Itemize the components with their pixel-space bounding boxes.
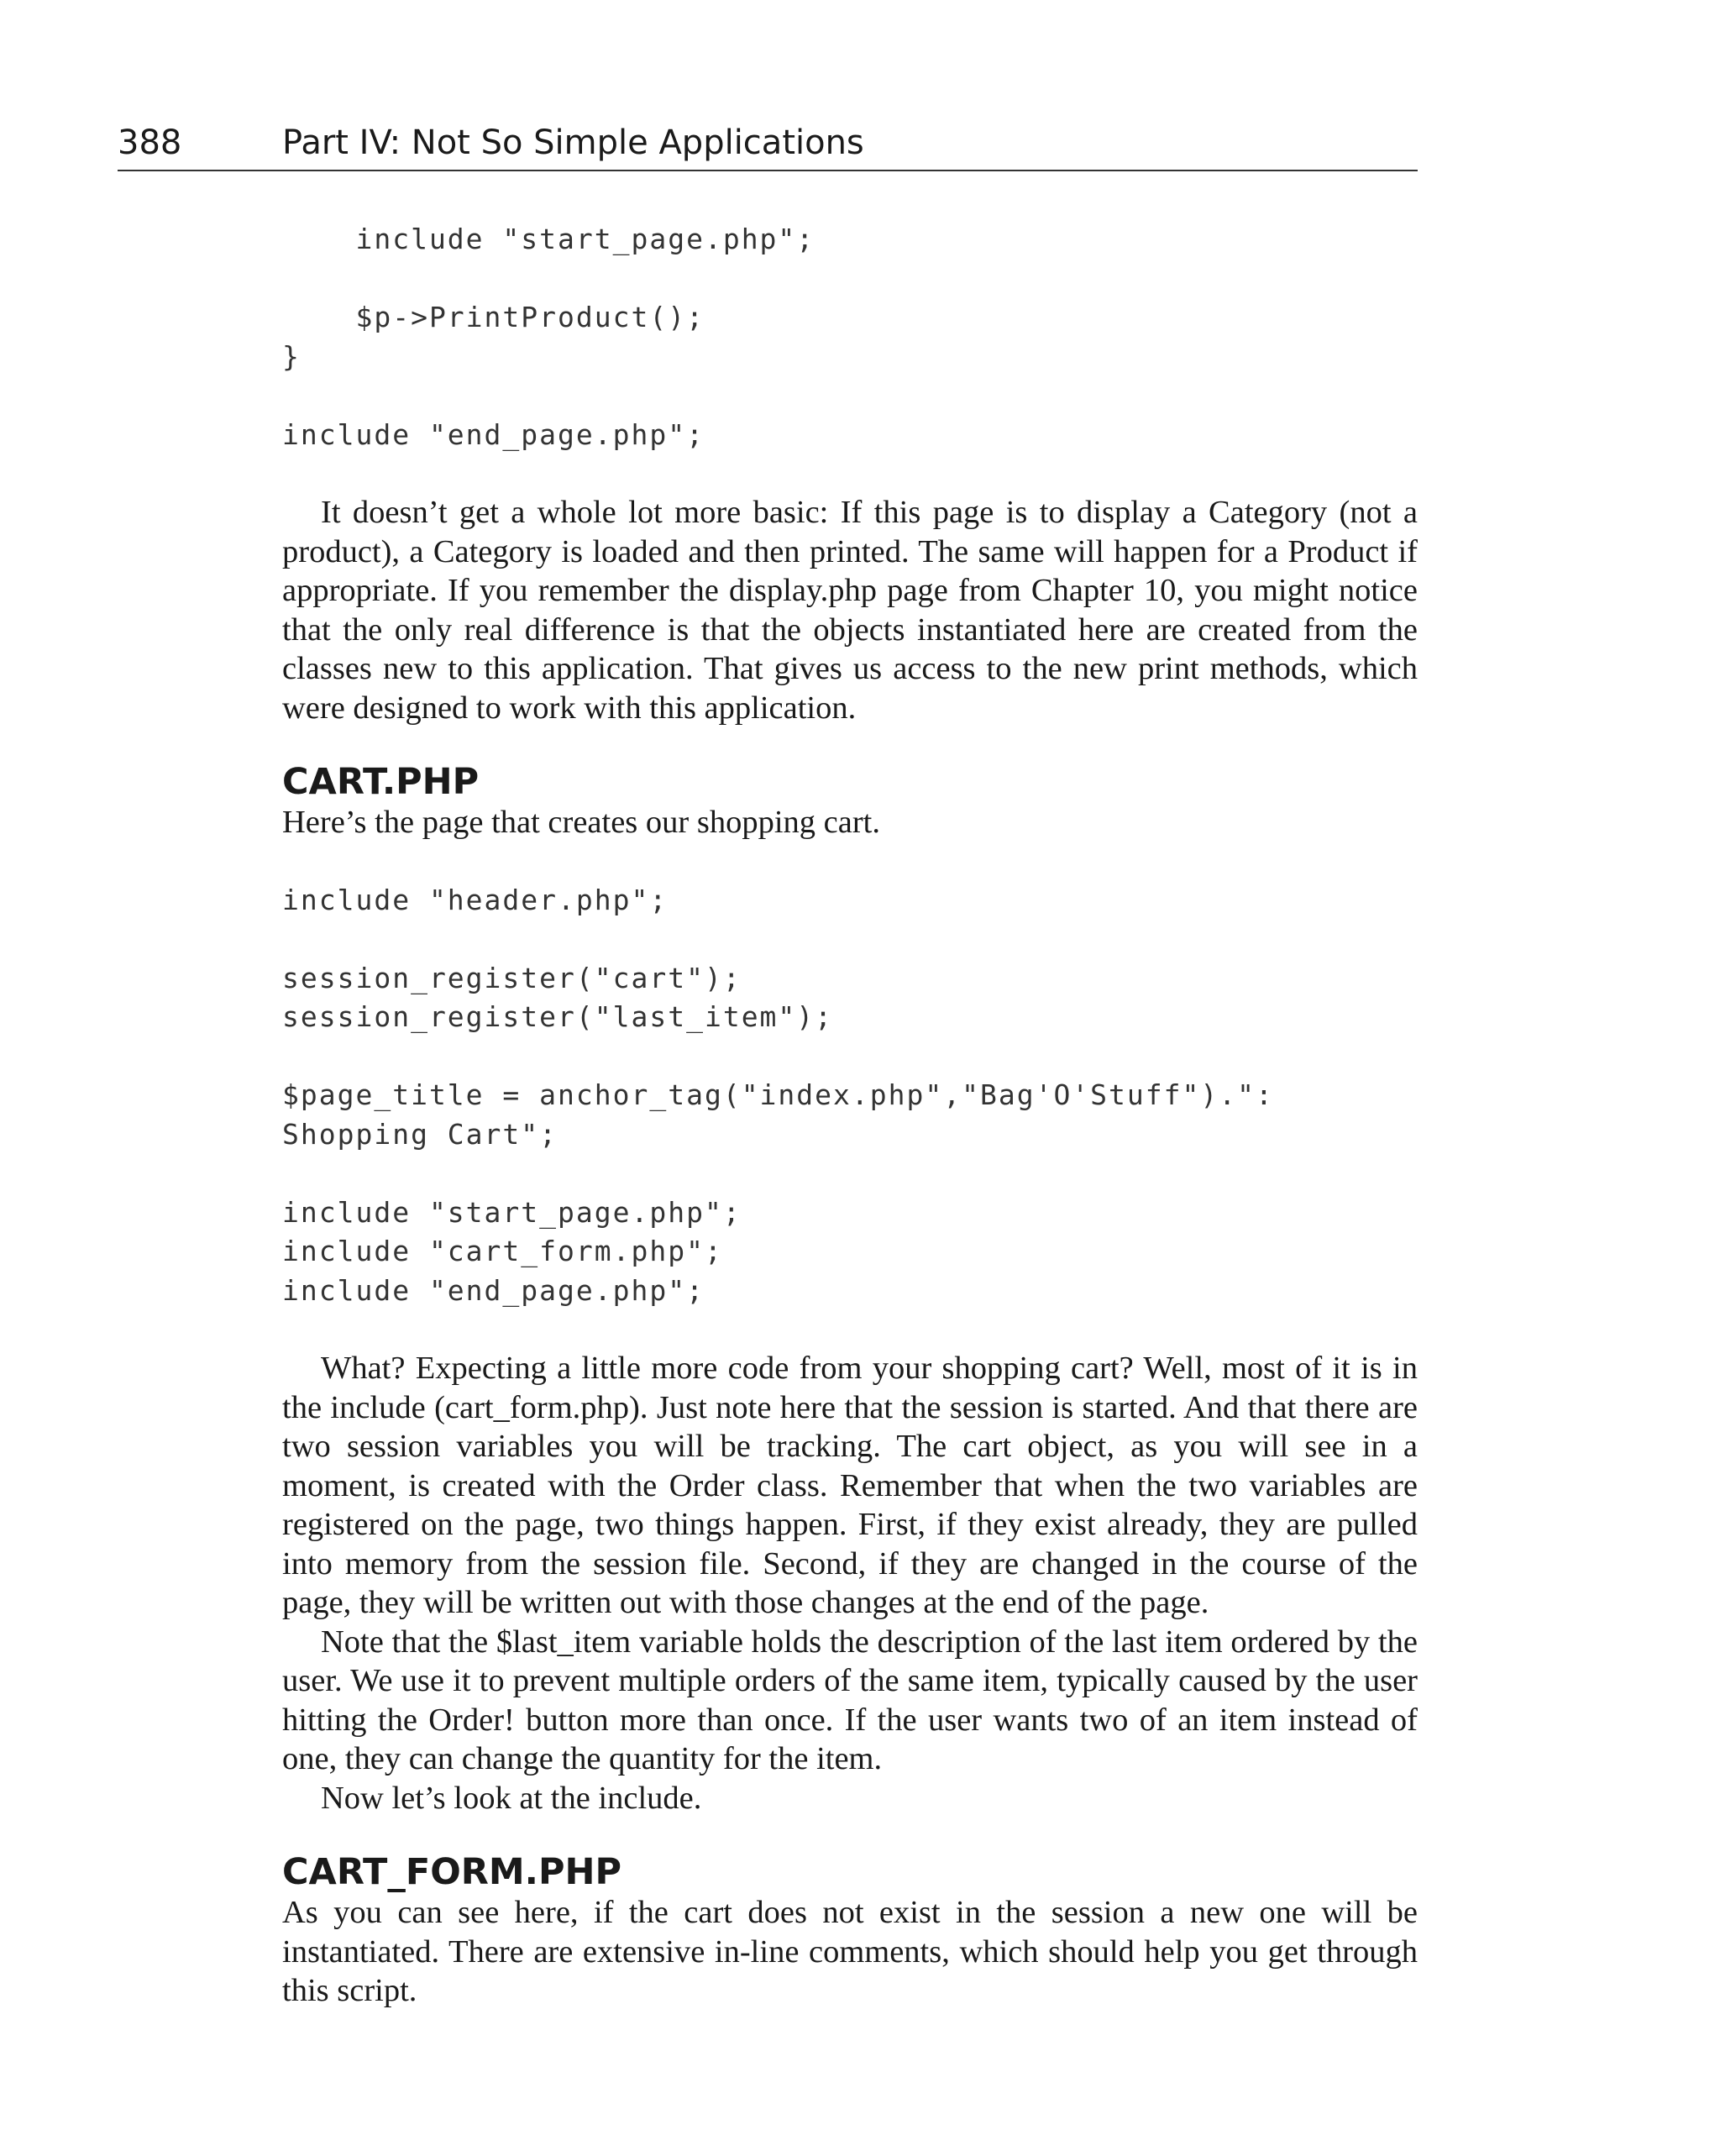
page-body — [282, 220, 1418, 2011]
section-heading-cart-form-php: CART_FORM.PHP — [282, 1851, 622, 1893]
part-title: Part IV: Not So Simple Applications — [282, 123, 864, 162]
page-number: 388 — [118, 123, 182, 162]
code-block-cart-php: include "header.php"; session_register("cart"); session_register("last_item"); $page_title = anchor_tag("index.php","Bag'O'Stuff").": Shopping Cart"; include "start_page.php"; include "cart_form.php"; include "end_page.php"; — [282, 883, 1274, 1307]
paragraph-last-item: Note that the $last_item variable holds the description of the last item ordered by the user. We use it to prevent multiple orders of the same item, typically caused by the user hitting the Order! button more than once. If the user wants two of an item instead of one, they can change the quantity for the item. — [282, 1624, 1418, 1776]
section-intro-cart-php: Here’s the page that creates our shopping cart. — [282, 805, 880, 840]
paragraph-look-include: Now let’s look at the include. — [321, 1780, 702, 1816]
paragraph-cart-explanation: What? Expecting a little more code from your shopping cart? Well, most of it is in the include (cart_form.php). Just note here that the session is started. And that there are two session variables you will be tracking. The cart object, as you will see in a moment, is created with the Order class. Remember that when the two variables are registered on the page, two things happen. First, if they exist already, they are pulled into memory from the session file. Second, if they are changed in the course of the page, they will be written out with those changes at the end of the page. — [282, 1351, 1418, 1620]
code-block-display: include "start_page.php"; $p->PrintProduct(); } include "end_page.php"; — [282, 223, 815, 451]
section-intro-cart-form-php: As you can see here, if the cart does not exist in the session a new one will be instantiated. There are extensive in-line comments, which should help you get through this script. — [282, 1895, 1418, 2008]
running-header — [118, 116, 1418, 171]
paragraph-display-explanation: It doesn’t get a whole lot more basic: If this page is to display a Category (not a product), a Category is loaded and then printed. The same will happen for a Product if appropriate. If you remember the display.php page from Chapter 10, you might notice that the only real difference is that the objects instantiated here are created from the classes new to this application. That gives us access to the new print methods, which were designed to work with this application. — [282, 495, 1418, 726]
section-heading-cart-php: CART.PHP — [282, 761, 480, 803]
